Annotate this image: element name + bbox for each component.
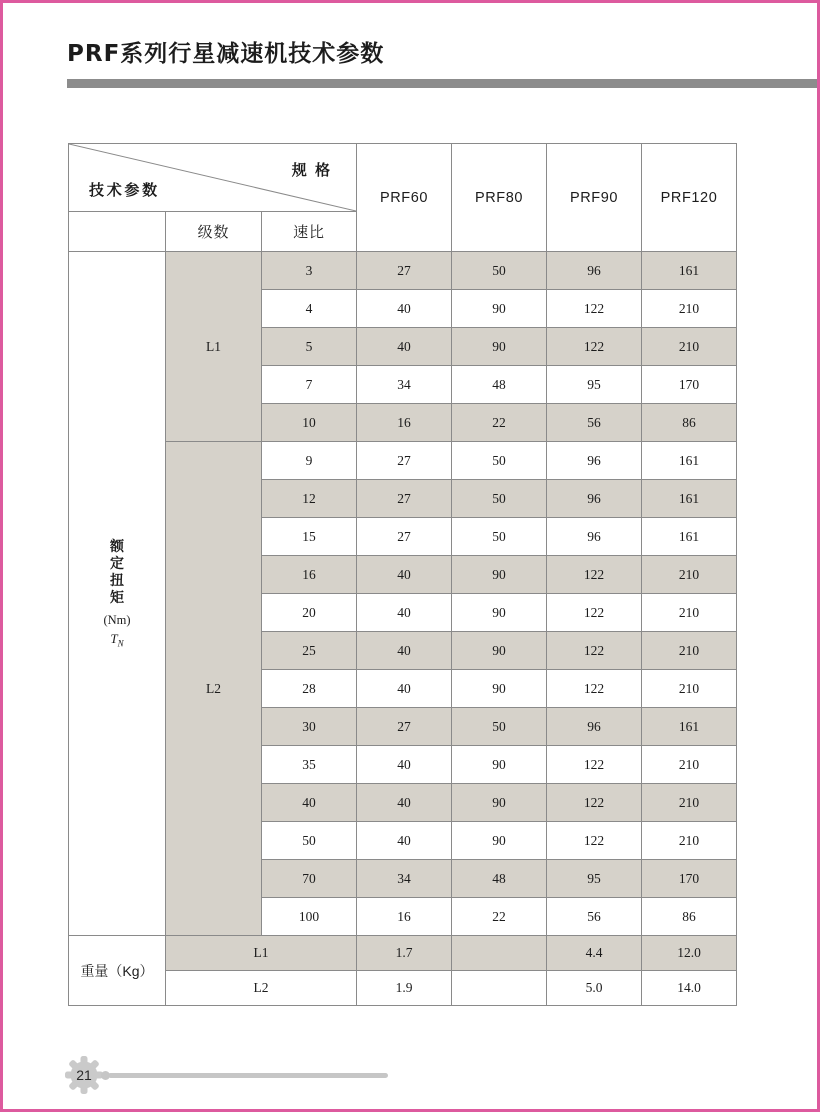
value-cell: 210 <box>642 328 737 366</box>
value-cell: 122 <box>547 290 642 328</box>
value-cell: 122 <box>547 822 642 860</box>
torque-char: 矩 <box>110 589 124 606</box>
header-row-1 <box>69 144 737 212</box>
value-cell: 40 <box>357 784 452 822</box>
weight-value-cell: 1.7 <box>357 936 452 971</box>
weight-value-cell: 5.0 <box>547 971 642 1006</box>
value-cell: 122 <box>547 328 642 366</box>
ratio-cell: 10 <box>262 404 357 442</box>
value-cell: 34 <box>357 860 452 898</box>
col-header-prf120: PRF120 <box>642 144 737 252</box>
value-cell: 22 <box>452 898 547 936</box>
value-cell: 210 <box>642 670 737 708</box>
value-cell: 122 <box>547 746 642 784</box>
value-cell: 48 <box>452 860 547 898</box>
weight-value-cell: 4.4 <box>547 936 642 971</box>
torque-symbol: $T_N$ <box>110 631 124 649</box>
value-cell: 95 <box>547 366 642 404</box>
value-cell: 40 <box>357 328 452 366</box>
value-cell: 170 <box>642 860 737 898</box>
stage-cell: L1 <box>166 252 262 442</box>
ratio-cell: 40 <box>262 784 357 822</box>
value-cell: 210 <box>642 822 737 860</box>
value-cell: 50 <box>452 480 547 518</box>
col-header-prf80: PRF80 <box>452 144 547 252</box>
torque-char: 扭 <box>110 572 124 589</box>
torque-char: 额 <box>110 538 124 555</box>
torque-label-cell <box>69 252 166 936</box>
value-cell: 40 <box>357 822 452 860</box>
value-cell: 27 <box>357 442 452 480</box>
value-cell: 210 <box>642 556 737 594</box>
value-cell: 122 <box>547 594 642 632</box>
torque-unit: (Nm) <box>103 613 131 628</box>
value-cell: 210 <box>642 632 737 670</box>
page-footer <box>3 1053 817 1099</box>
value-cell: 90 <box>452 290 547 328</box>
corner-cell <box>69 144 357 212</box>
value-cell: 86 <box>642 404 737 442</box>
value-cell: 95 <box>547 860 642 898</box>
value-cell: 210 <box>642 594 737 632</box>
ratio-cell: 12 <box>262 480 357 518</box>
value-cell: 90 <box>452 784 547 822</box>
value-cell: 90 <box>452 632 547 670</box>
torque-char: 定 <box>110 555 124 572</box>
table-body <box>69 252 737 1006</box>
col-header-prf60: PRF60 <box>357 144 452 252</box>
value-cell: 96 <box>547 442 642 480</box>
weight-value-cell: 12.0 <box>642 936 737 971</box>
ratio-cell: 50 <box>262 822 357 860</box>
ratio-cell: 7 <box>262 366 357 404</box>
table-row <box>69 252 737 290</box>
ratio-header: 速比 <box>262 212 357 252</box>
value-cell: 56 <box>547 404 642 442</box>
value-cell: 161 <box>642 480 737 518</box>
value-cell: 86 <box>642 898 737 936</box>
weight-row <box>69 971 737 1006</box>
stage-cell: L2 <box>166 442 262 936</box>
footer-line <box>108 1073 388 1078</box>
value-cell: 170 <box>642 366 737 404</box>
value-cell: 50 <box>452 442 547 480</box>
value-cell: 40 <box>357 594 452 632</box>
ratio-cell: 20 <box>262 594 357 632</box>
table-row <box>69 442 737 480</box>
ratio-cell: 25 <box>262 632 357 670</box>
title-underline-bar <box>67 79 817 88</box>
value-cell: 16 <box>357 404 452 442</box>
value-cell: 210 <box>642 290 737 328</box>
ratio-cell: 100 <box>262 898 357 936</box>
value-cell: 122 <box>547 632 642 670</box>
weight-value-cell <box>452 971 547 1006</box>
value-cell: 90 <box>452 670 547 708</box>
value-cell: 90 <box>452 594 547 632</box>
value-cell: 50 <box>452 518 547 556</box>
value-cell: 161 <box>642 252 737 290</box>
corner-label-spec: 规格 <box>291 162 339 179</box>
ratio-cell: 28 <box>262 670 357 708</box>
value-cell: 90 <box>452 822 547 860</box>
value-cell: 50 <box>452 252 547 290</box>
ratio-cell: 70 <box>262 860 357 898</box>
value-cell: 16 <box>357 898 452 936</box>
weight-value-cell: 1.9 <box>357 971 452 1006</box>
value-cell: 90 <box>452 328 547 366</box>
value-cell: 48 <box>452 366 547 404</box>
gear-icon <box>62 1053 106 1097</box>
empty-header-cell <box>69 212 166 252</box>
value-cell: 27 <box>357 518 452 556</box>
value-cell: 161 <box>642 442 737 480</box>
value-cell: 22 <box>452 404 547 442</box>
corner-label-params: 技术参数 <box>89 182 160 199</box>
torque-label-text <box>69 538 165 606</box>
weight-value-cell: 14.0 <box>642 971 737 1006</box>
spec-table <box>68 143 737 1006</box>
value-cell: 96 <box>547 480 642 518</box>
weight-label-cell: 重量（Kg） <box>69 936 166 1006</box>
value-cell: 40 <box>357 746 452 784</box>
weight-stage-cell: L2 <box>166 971 357 1006</box>
ratio-cell: 35 <box>262 746 357 784</box>
ratio-cell: 3 <box>262 252 357 290</box>
value-cell: 96 <box>547 518 642 556</box>
col-header-prf90: PRF90 <box>547 144 642 252</box>
value-cell: 122 <box>547 670 642 708</box>
value-cell: 27 <box>357 252 452 290</box>
weight-stage-cell: L1 <box>166 936 357 971</box>
value-cell: 56 <box>547 898 642 936</box>
value-cell: 40 <box>357 632 452 670</box>
stage-header: 级数 <box>166 212 262 252</box>
value-cell: 90 <box>452 746 547 784</box>
value-cell: 40 <box>357 556 452 594</box>
value-cell: 40 <box>357 670 452 708</box>
weight-value-cell <box>452 936 547 971</box>
value-cell: 96 <box>547 252 642 290</box>
value-cell: 122 <box>547 556 642 594</box>
value-cell: 161 <box>642 518 737 556</box>
ratio-cell: 30 <box>262 708 357 746</box>
value-cell: 34 <box>357 366 452 404</box>
page-number: 21 <box>76 1067 92 1083</box>
value-cell: 27 <box>357 480 452 518</box>
value-cell: 96 <box>547 708 642 746</box>
ratio-cell: 5 <box>262 328 357 366</box>
value-cell: 210 <box>642 784 737 822</box>
value-cell: 161 <box>642 708 737 746</box>
value-cell: 40 <box>357 290 452 328</box>
weight-row <box>69 936 737 971</box>
value-cell: 27 <box>357 708 452 746</box>
page-title: PRF系列行星减速机技术参数 <box>67 41 385 67</box>
ratio-cell: 4 <box>262 290 357 328</box>
ratio-cell: 9 <box>262 442 357 480</box>
ratio-cell: 16 <box>262 556 357 594</box>
value-cell: 50 <box>452 708 547 746</box>
value-cell: 90 <box>452 556 547 594</box>
value-cell: 210 <box>642 746 737 784</box>
value-cell: 122 <box>547 784 642 822</box>
ratio-cell: 15 <box>262 518 357 556</box>
